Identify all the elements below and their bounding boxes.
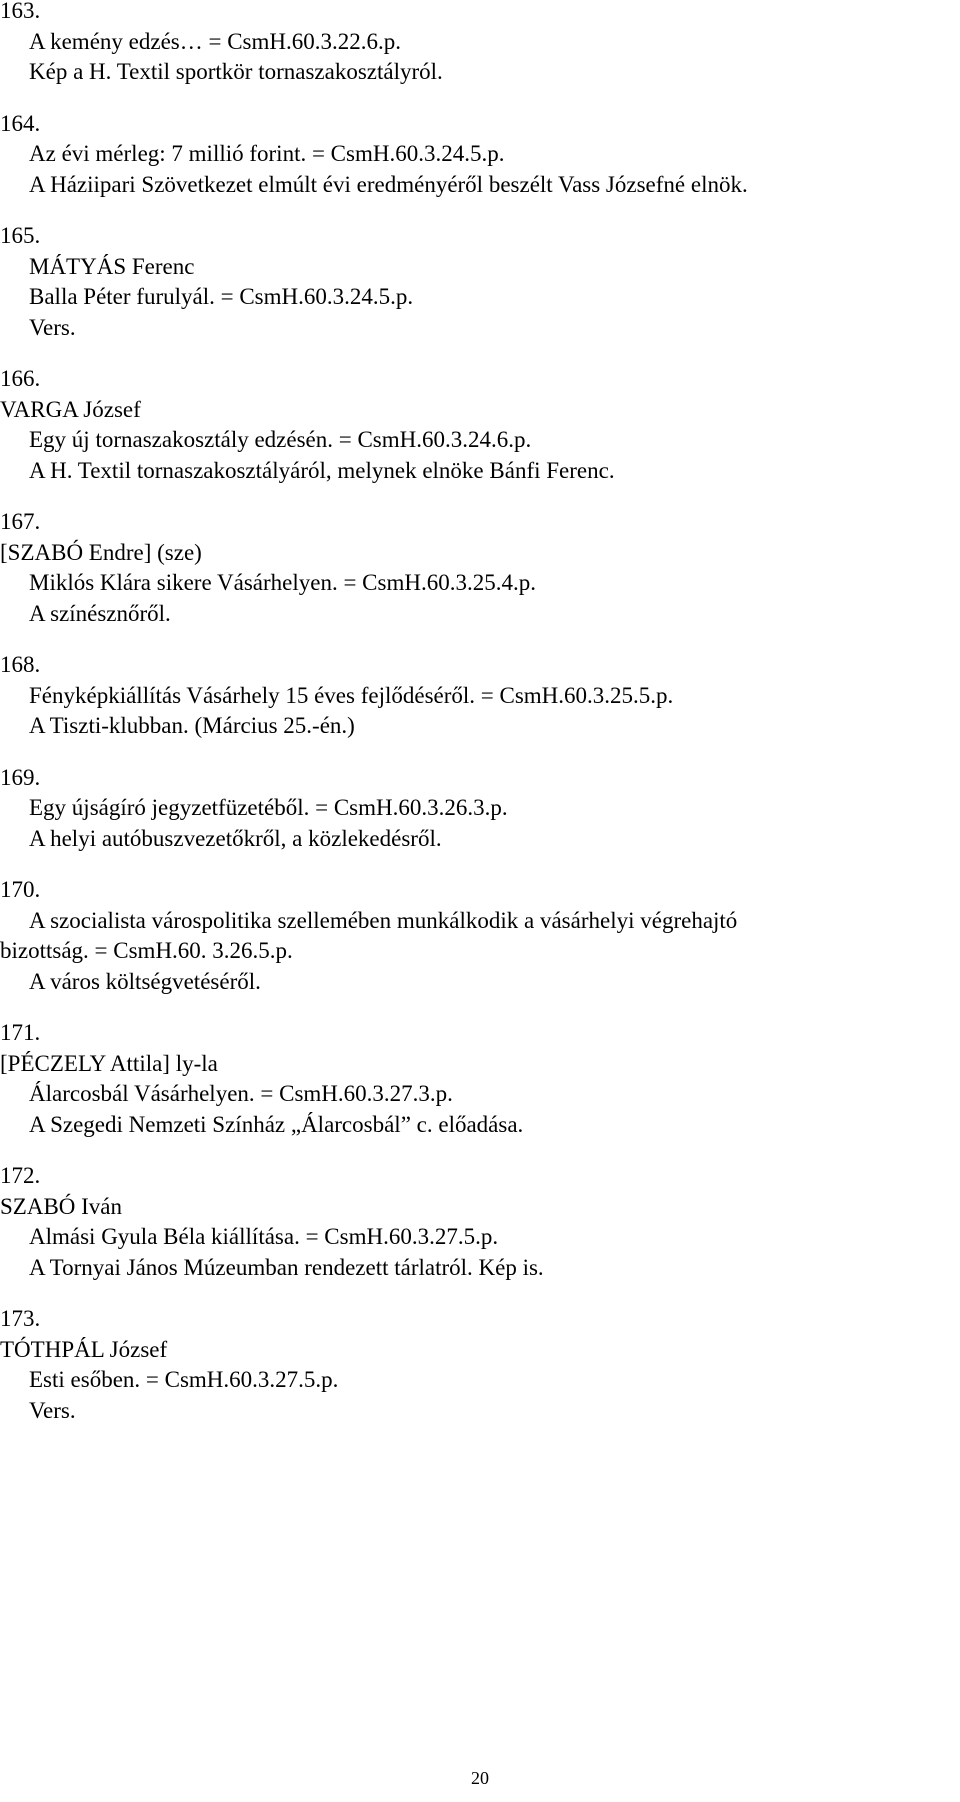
entry-line: Almási Gyula Béla kiállítása. = CsmH.60.3.27.5.p. bbox=[29, 1224, 499, 1249]
entry-line: Az évi mérleg: 7 millió forint. = CsmH.60.3.24.5.p. bbox=[29, 141, 505, 166]
entry-line: Kép a H. Textil sportkör tornaszakosztályról. bbox=[29, 59, 443, 84]
entry-number: 168. bbox=[0, 652, 41, 677]
entry-168 bbox=[0, 650, 960, 742]
entry-number: 164. bbox=[0, 110, 41, 136]
entry-author: [PÉCZELY Attila] ly-la bbox=[0, 1050, 218, 1076]
entry-line: Balla Péter furulyál. = CsmH.60.3.24.5.p. bbox=[29, 284, 414, 309]
entry-number: 173. bbox=[0, 1306, 41, 1331]
entry-170 bbox=[0, 875, 960, 997]
entry-167 bbox=[0, 507, 960, 629]
entry-line: A H. Textil tornaszakosztályáról, melynek elnöke Bánfi Ferenc. bbox=[29, 457, 615, 483]
page-number: 20 bbox=[471, 1768, 489, 1788]
entry-line: Vers. bbox=[29, 1397, 76, 1423]
entry-number: 163. bbox=[0, 0, 41, 23]
entry-number: 170. bbox=[0, 877, 41, 902]
entry-author: TÓTHPÁL József bbox=[0, 1336, 168, 1362]
entry-164 bbox=[0, 109, 960, 201]
entry-line: Egy új tornaszakosztály edzésén. = CsmH.60.3.24.6.p. bbox=[29, 427, 532, 452]
entry-number: 171. bbox=[0, 1020, 41, 1045]
entry-172 bbox=[0, 1161, 960, 1283]
entry-line: A szocialista várospolitika szellemében munkálkodik a vásárhelyi végrehajtó bbox=[29, 907, 738, 933]
entry-line: Fényképkiállítás Vásárhely 15 éves fejlődéséről. = CsmH.60.3.25.5.p. bbox=[29, 682, 674, 708]
entry-line: A város költségvetéséről. bbox=[29, 968, 261, 994]
entry-line: A színésznőről. bbox=[29, 600, 171, 626]
entry-line: A Tiszti-klubban. (Március 25.-én.) bbox=[29, 713, 355, 738]
entry-163 bbox=[0, 0, 960, 88]
entry-author: MÁTYÁS Ferenc bbox=[29, 253, 195, 279]
entry-number: 172. bbox=[0, 1163, 41, 1188]
entry-line: bizottság. = CsmH.60. 3.26.5.p. bbox=[0, 938, 293, 963]
entry-line: Esti esőben. = CsmH.60.3.27.5.p. bbox=[29, 1367, 339, 1392]
entry-number: 167. bbox=[0, 509, 41, 534]
entry-number: 165. bbox=[0, 223, 41, 248]
entry-line: A kemény edzés… = CsmH.60.3.22.6.p. bbox=[29, 28, 401, 54]
entry-author: VARGA József bbox=[0, 396, 141, 422]
entry-number: 169. bbox=[0, 764, 41, 790]
entry-line: A Háziipari Szövetkezet elmúlt évi eredményéről beszélt Vass Józsefné elnök. bbox=[29, 171, 748, 197]
entry-line: A Tornyai János Múzeumban rendezett tárlatról. Kép is. bbox=[29, 1254, 544, 1280]
entry-author: SZABÓ Iván bbox=[0, 1193, 123, 1219]
entry-171 bbox=[0, 1018, 960, 1140]
entry-line: A Szegedi Nemzeti Színház „Álarcosbál” c. előadása. bbox=[29, 1111, 524, 1137]
entry-line: Vers. bbox=[29, 314, 76, 340]
entry-169 bbox=[0, 763, 960, 855]
entry-number: 166. bbox=[0, 366, 41, 391]
entry-line: Álarcosbál Vásárhelyen. = CsmH.60.3.27.3.p. bbox=[29, 1081, 453, 1106]
entry-line: Miklós Klára sikere Vásárhelyen. = CsmH.60.3.25.4.p. bbox=[29, 570, 536, 595]
entry-line: A helyi autóbuszvezetőkről, a közlekedésről. bbox=[29, 825, 442, 851]
entry-173 bbox=[0, 1304, 960, 1426]
entry-line: Egy újságíró jegyzetfüzetéből. = CsmH.60.3.26.3.p. bbox=[29, 795, 508, 820]
entry-author: [SZABÓ Endre] (sze) bbox=[0, 539, 202, 565]
entry-165 bbox=[0, 221, 960, 343]
entry-166 bbox=[0, 364, 960, 486]
